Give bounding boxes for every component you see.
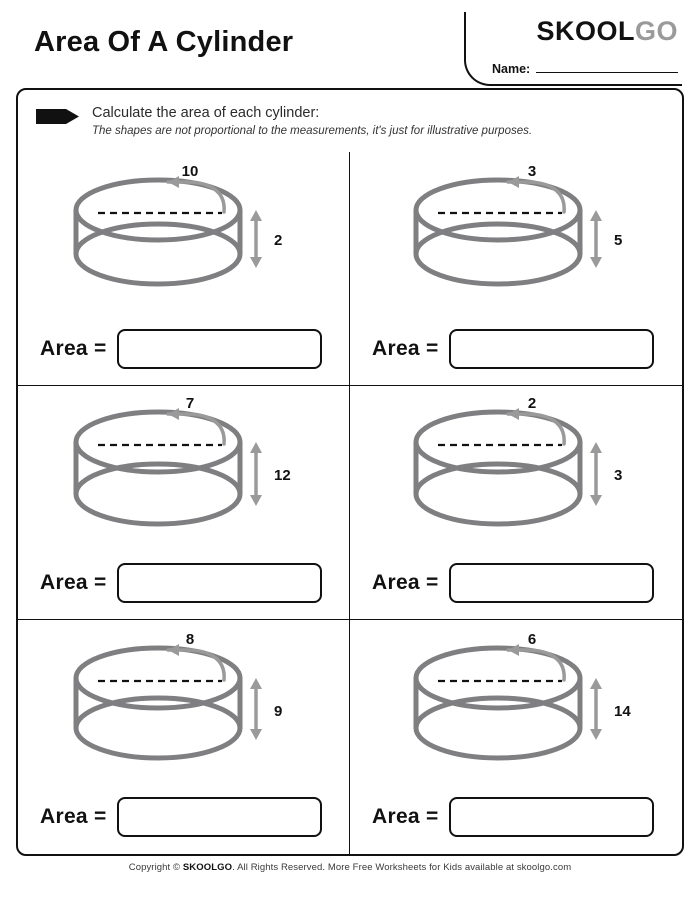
footer-text (0, 862, 700, 873)
footer-divider (50, 854, 650, 855)
height-value: 9 (274, 703, 283, 720)
footer-copyright-suffix: . All Rights Reserved. More Free Worksheets for Kids available at (232, 862, 517, 873)
footer-copyright-prefix: Copyright © (128, 862, 183, 873)
cylinder-diagram (350, 620, 682, 788)
answer-row (18, 554, 349, 612)
answer-label: Area = (40, 571, 107, 594)
height-value: 5 (614, 232, 623, 249)
height-value: 2 (274, 232, 283, 249)
brand-logo (536, 16, 678, 47)
diameter-value: 7 (185, 395, 195, 412)
cylinder-diagram (350, 386, 682, 554)
worksheet-frame (16, 88, 684, 856)
height-value: 14 (614, 703, 631, 720)
cylinder-diagram (18, 152, 350, 320)
answer-row (18, 788, 349, 846)
answer-label: Area = (372, 571, 439, 594)
worksheet-header (0, 0, 700, 78)
answer-label: Area = (372, 805, 439, 828)
answer-label: Area = (372, 337, 439, 360)
height-value: 12 (274, 467, 291, 484)
diameter-value: 10 (181, 163, 199, 180)
problem-cell (18, 620, 350, 854)
answer-input[interactable] (449, 563, 654, 603)
cylinder-figure-icon (18, 620, 350, 788)
problem-cell (18, 386, 350, 620)
name-label: Name: (492, 62, 531, 76)
cylinder-diagram (18, 620, 350, 788)
cylinder-figure-icon (350, 386, 682, 554)
problem-cell (350, 620, 682, 854)
instructions-note: The shapes are not proportional to the measurements, it's just for illustrative purposes. (92, 125, 533, 138)
instructions-text: Calculate the area of each cylinder: (92, 105, 320, 121)
answer-input[interactable] (117, 329, 322, 369)
name-input-line[interactable] (536, 60, 678, 73)
answer-input[interactable] (449, 797, 654, 837)
diameter-value: 6 (527, 631, 537, 648)
worksheet-footer (0, 862, 700, 873)
answer-label: Area = (40, 805, 107, 828)
brand-logo-secondary: GO (634, 16, 678, 46)
footer-website-link[interactable]: skoolgo.com (516, 862, 572, 873)
diameter-value: 2 (527, 395, 537, 412)
problem-cell (350, 152, 682, 386)
problems-grid (18, 152, 682, 854)
answer-label: Area = (40, 337, 107, 360)
cylinder-diagram (18, 386, 350, 554)
cylinder-figure-icon (350, 620, 682, 788)
answer-row (350, 788, 682, 846)
answer-row (350, 554, 682, 612)
answer-row (350, 320, 682, 378)
name-field-row (492, 60, 678, 76)
cylinder-figure-icon (18, 386, 350, 554)
footer-brand: SKOOLGO (182, 862, 233, 873)
cylinder-figure-icon (18, 152, 350, 320)
diameter-value: 3 (527, 163, 537, 180)
answer-input[interactable] (449, 329, 654, 369)
problem-cell (350, 386, 682, 620)
answer-row (18, 320, 349, 378)
arrow-bullet-icon (36, 108, 80, 125)
height-value: 3 (614, 467, 623, 484)
cylinder-figure-icon (350, 152, 682, 320)
answer-input[interactable] (117, 797, 322, 837)
page-title: Area Of A Cylinder (34, 26, 294, 58)
brand-logo-primary: SKOOL (536, 16, 635, 46)
problem-cell (18, 152, 350, 386)
cylinder-diagram (350, 152, 682, 320)
answer-input[interactable] (117, 563, 322, 603)
diameter-value: 8 (185, 631, 195, 648)
instructions-block (18, 90, 682, 152)
